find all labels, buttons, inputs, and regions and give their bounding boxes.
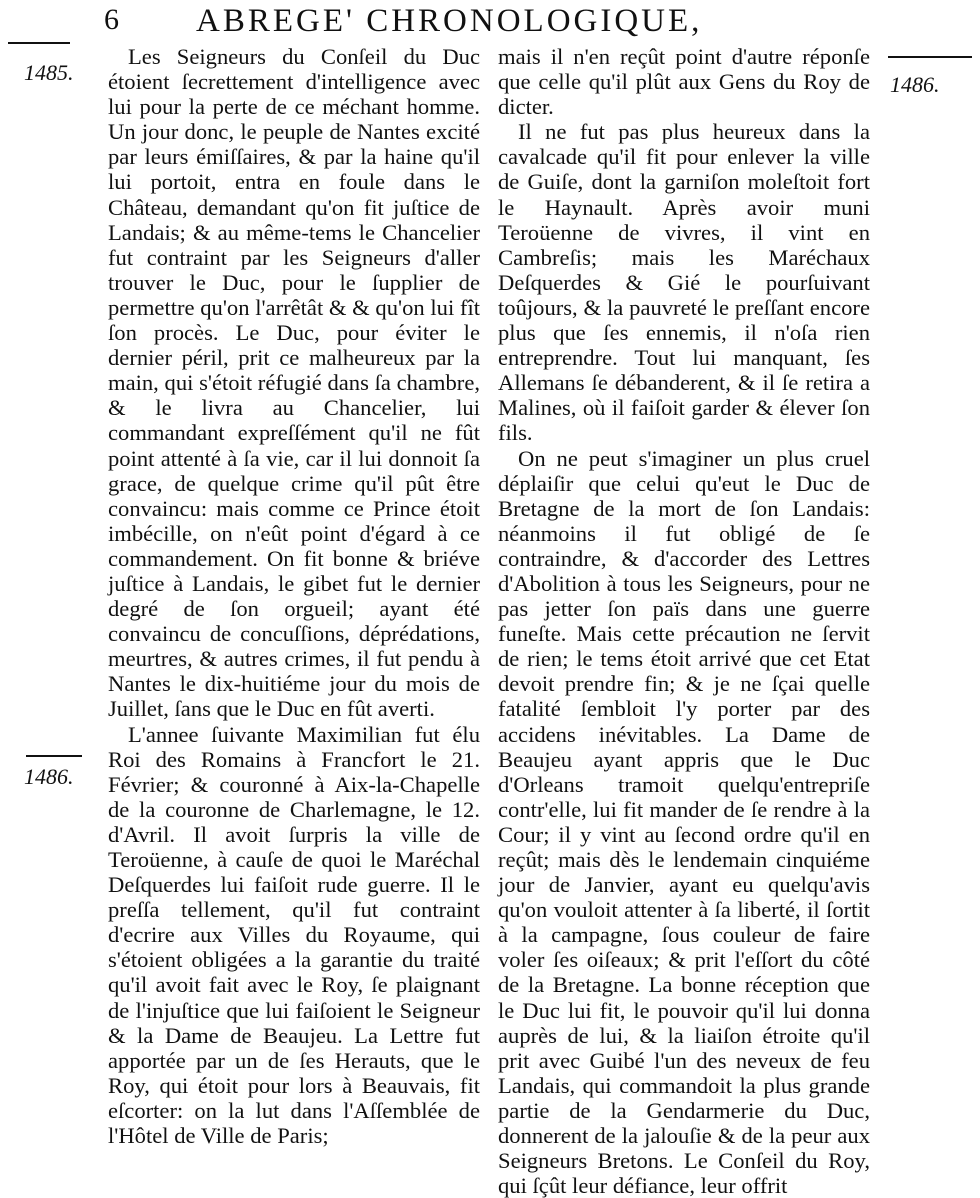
margin-year-right-top: 1486. <box>890 72 940 98</box>
left-paragraph-1: Les Seigneurs du Conſeil du Duc étoient ſecrettement d'intelligence avec lui pour la perte de ce méchant homme. Un jour donc, le peuple de Nantes excité par leurs émiſſaires, & par la haine qu'il lui portoit, entra en foule dans le Château, demandant qu'on fit juſtice de Landais; & au même-tems le Chancelier fut contraint par les Seigneurs d'aller trouver le Duc, pour le ſupplier de permettre qu'on l'arrêtât & & qu'on lui fît ſon procès. Le Duc, pour éviter le dernier péril, prit ce malheureux par la main, qui s'étoit réfugié dans ſa chambre, & le livra au Chancelier, lui commandant expreſſément qu'il ne fût point attenté à ſa vie, car il lui donnoit ſa grace, de quelque crime qu'il pût être convaincu: mais comme ce Prince étoit imbécille, on n'eût point d'égard à ce commandement. On fit bonne & briéve juſtice à Landais, le gibet fut le dernier degré de ſon orgueil; ayant été convaincu de concuſſions, déprédations, meurtres, & autres crimes, il fut pendu à Nantes le dix-huitiéme jour du mois de Juillet, ſans que le Duc en fût averti. <box>108 44 480 722</box>
left-text-column <box>108 44 480 1148</box>
right-text-column <box>498 44 870 1198</box>
page-number: 6 <box>104 2 119 38</box>
running-title: ABREGE' CHRONOLOGIQUE, <box>196 2 702 40</box>
right-paragraph-1: mais il n'en reçût point d'autre réponſe que celle qu'il plût aux Gens du Roy de dicter. <box>498 44 870 119</box>
margin-rule-right-top <box>888 56 972 58</box>
right-paragraph-2: Il ne fut pas plus heureux dans la cavalcade qu'il fit pour enlever la ville de Guiſe, dont la garniſon moleſtoit fort le Haynault. Après avoir muni Teroüenne de vivres, il vint en Cambreſis; mais les Maréchaux Deſquerdes & Gié le pourſuivant toûjours, & la pauvreté le preſſant encore plus que ſes ennemis, il n'oſa rien entreprendre. Tout lui manquant, ſes Allemans ſe débanderent, & il ſe retira a Malines, où il faiſoit garder & élever ſon fils. <box>498 119 870 445</box>
right-paragraph-3: On ne peut s'imaginer un plus cruel déplaiſir que celui qu'eut le Duc de Bretagne de la mort de ſon Landais: néanmoins il fut obligé de ſe contraindre, & d'accorder des Lettres d'Abolition à tous les Seigneurs, pour ne pas jetter ſon païs dans une guerre funeſte. Mais cette précaution ne ſervit de rien; le tems étoit arrivé que cet Etat devoit prendre fin; & je ne ſçai quelle fatalité ſembloit l'y porter par des accidens inévitables. La Dame de Beaujeu ayant appris que le Duc d'Orleans tramoit quelqu'entrepriſe contr'elle, lui fit mander de ſe rendre à la Cour; il y vint au ſecond ordre qu'il en reçût; mais dès le lendemain cinquiéme jour de Janvier, ayant eu quelqu'avis qu'on vouloit attenter à ſa liberté, il ſortit à la campagne, ſous couleur de faire voler ſes oiſeaux; & prit l'eſſort du côté de la Bretagne. La bonne réception que le Duc lui fit, le pouvoir qu'il lui donna auprès de lui, & la liaiſon étroite qu'il prit avec Guibé l'un des neveux de feu Landais, qui commandoit la plus grande partie de la Gendarmerie du Duc, donnerent de la jalouſie & de la peur aux Seigneurs Bretons. Le Conſeil du Roy, qui ſçût leur défiance, leur offrit <box>498 446 870 1198</box>
margin-rule-left-mid <box>26 755 82 757</box>
left-paragraph-2: L'annee ſuivante Maximilian fut élu Roi des Romains à Francfort le 21. Février; & couronné à Aix-la-Chapelle de la couronne de Charlemagne, le 12. d'Avril. Il avoit ſurpris la ville de Teroüenne, à cauſe de quoi le Maréchal Deſquerdes lui faiſoit rude guerre. Il le preſſa tellement, qu'il fut contraint d'ecrire aux Villes du Royaume, qui s'étoient obligées a la garantie du traité qu'il avoit fait avec le Roy, ſe plaignant de l'injuſtice que lui faiſoient le Seigneur & la Dame de Beaujeu. La Lettre fut apportée par un de ſes Herauts, que le Roy, qui étoit pour lors à Beauvais, fit eſcorter: on la lut dans l'Aſſemblée de l'Hôtel de Ville de Paris; <box>108 722 480 1149</box>
margin-year-left-top: 1485. <box>24 60 74 86</box>
page-header <box>0 0 980 50</box>
margin-rule-left-top <box>8 42 70 44</box>
margin-year-left-mid: 1486. <box>24 764 74 790</box>
